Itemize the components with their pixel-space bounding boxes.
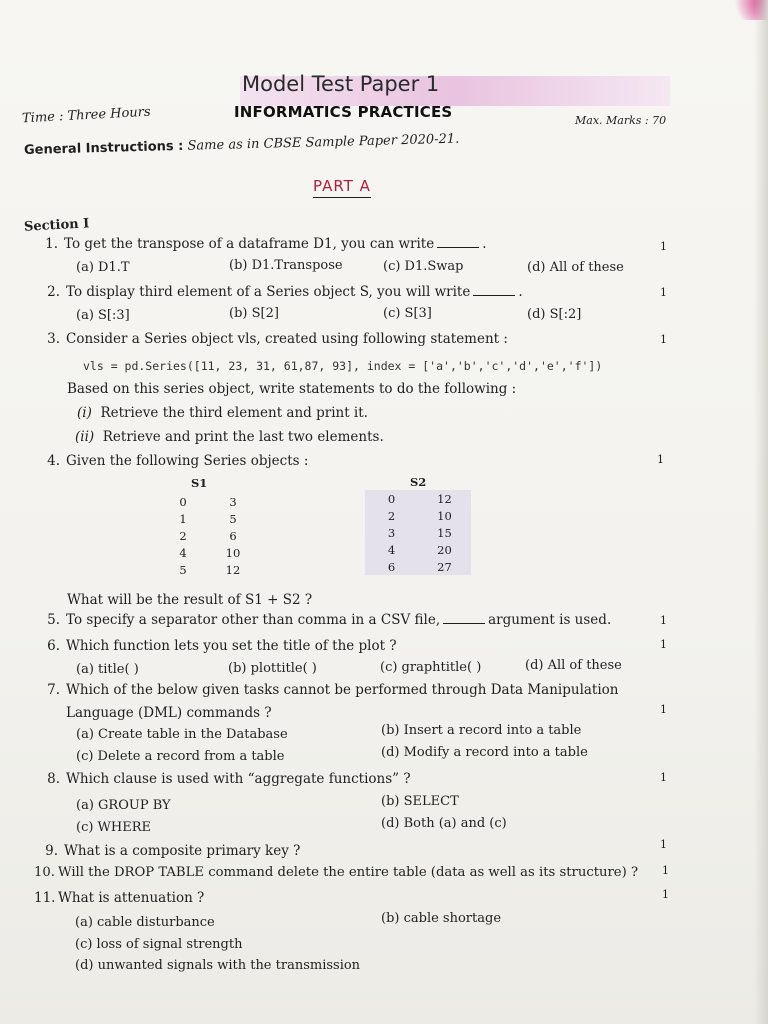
q7-option-a: (a) Create table in the Database xyxy=(76,727,288,742)
question-text: Which clause is used with “aggregate functions” ? xyxy=(66,771,411,787)
instructions-label: General Instructions : xyxy=(23,138,184,158)
question-9 xyxy=(40,843,300,859)
series-row xyxy=(365,507,471,524)
q2-option-a: (a) S[:3] xyxy=(76,308,130,323)
sub-label: (i) xyxy=(77,405,92,421)
answer-blank xyxy=(437,247,479,248)
series-index: 4 xyxy=(179,545,187,560)
series-value: 10 xyxy=(225,545,241,560)
q6-option-a: (a) title( ) xyxy=(76,662,139,677)
series-row xyxy=(365,541,471,558)
series-row xyxy=(365,524,471,541)
question-8-marks: 1 xyxy=(660,771,667,784)
answer-blank xyxy=(443,623,485,624)
series-index: 4 xyxy=(387,542,396,557)
question-9-marks: 1 xyxy=(660,838,667,851)
code-statement: vls = pd.Series([11, 23, 31, 61,87, 93], index = ['a','b','c','d','e','f']) xyxy=(83,359,603,373)
q6-option-c: (c) graphtitle( ) xyxy=(380,660,482,675)
question-8 xyxy=(42,771,411,787)
series-row xyxy=(158,561,258,578)
question-7 xyxy=(42,682,619,698)
question-1 xyxy=(40,236,487,252)
question-6-marks: 1 xyxy=(660,638,667,651)
q2-option-c: (c) S[3] xyxy=(383,306,432,321)
question-number: 7. xyxy=(47,682,60,698)
question-end: . xyxy=(518,284,523,300)
q3-sub-2 xyxy=(75,429,384,445)
question-2-marks: 1 xyxy=(660,286,667,299)
series-row xyxy=(158,527,258,544)
subject-heading: INFORMATICS PRACTICES xyxy=(234,103,453,121)
question-number: 8. xyxy=(47,771,60,787)
question-2 xyxy=(42,284,523,300)
q6-option-d: (d) All of these xyxy=(525,658,622,673)
question-text: What is a composite primary key ? xyxy=(64,843,301,859)
series-value: 5 xyxy=(229,511,237,526)
series-value: 6 xyxy=(229,528,237,543)
q1-option-b: (b) D1.Transpose xyxy=(229,258,343,273)
series-index: 0 xyxy=(387,491,396,506)
q11-option-b: (b) cable shortage xyxy=(381,911,502,926)
series-row xyxy=(158,544,258,561)
question-number: 6. xyxy=(47,638,60,654)
question-text: Which function lets you set the title of the plot ? xyxy=(66,638,397,654)
s1-label: S1 xyxy=(191,476,208,490)
question-11-marks: 1 xyxy=(662,888,669,901)
instructions-text: Same as in CBSE Sample Paper 2020-21. xyxy=(187,131,460,154)
q7-option-c: (c) Delete a record from a table xyxy=(76,749,285,764)
question-text: Will the DROP TABLE command delete the entire table (data as well as its structure) ? xyxy=(58,865,639,880)
question-5 xyxy=(42,612,611,628)
series-index: 3 xyxy=(387,525,396,540)
s2-label: S2 xyxy=(410,475,427,489)
q7-option-b: (b) Insert a record into a table xyxy=(381,723,582,738)
question-text: To display third element of a Series object S, you will write xyxy=(66,284,471,300)
question-text: Which of the below given tasks cannot be performed through Data Manipulation xyxy=(66,682,619,698)
question-number: 10. xyxy=(34,865,55,880)
part-heading: PART A xyxy=(313,177,371,198)
q8-option-b: (b) SELECT xyxy=(381,794,459,809)
series-index: 0 xyxy=(179,494,187,509)
question-end: argument is used. xyxy=(488,612,612,628)
question-10-marks: 1 xyxy=(662,864,669,877)
q11-option-c: (c) loss of signal strength xyxy=(75,937,243,952)
question-5-marks: 1 xyxy=(660,614,667,627)
question-text: What is attenuation ? xyxy=(58,890,205,906)
time-allowed: Time : Three Hours xyxy=(21,104,152,127)
series-value: 3 xyxy=(229,494,237,509)
question-4 xyxy=(42,453,308,469)
q1-option-c: (c) D1.Swap xyxy=(383,259,464,274)
question-number: 11. xyxy=(34,890,56,906)
answer-blank xyxy=(473,295,515,296)
q3-lead-text: Based on this series object, write statements to do the following : xyxy=(67,381,517,397)
series-index: 6 xyxy=(387,559,396,574)
q4-after-text: What will be the result of S1 + S2 ? xyxy=(67,592,313,608)
q8-option-d: (d) Both (a) and (c) xyxy=(381,816,507,831)
series-index: 2 xyxy=(387,508,396,523)
q8-option-c: (c) WHERE xyxy=(76,820,152,835)
question-number: 3. xyxy=(47,331,60,347)
question-7-marks: 1 xyxy=(660,703,667,716)
sub-label: (ii) xyxy=(75,429,95,445)
series-index: 1 xyxy=(179,511,187,526)
q1-option-d: (d) All of these xyxy=(527,260,624,275)
series-value: 12 xyxy=(225,562,241,577)
series-row xyxy=(365,490,471,507)
max-marks: Max. Marks : 70 xyxy=(575,114,667,127)
series-value: 15 xyxy=(437,525,452,540)
q11-option-d: (d) unwanted signals with the transmission xyxy=(75,958,361,973)
question-3-marks: 1 xyxy=(660,333,667,346)
series-value: 27 xyxy=(437,559,452,574)
sub-text: Retrieve the third element and print it. xyxy=(100,405,368,421)
question-number: 2. xyxy=(47,284,60,300)
sub-text: Retrieve and print the last two elements. xyxy=(102,429,384,445)
series-row xyxy=(158,510,258,527)
question-3 xyxy=(42,331,508,347)
series-value: 20 xyxy=(437,542,452,557)
page-edge-shadow xyxy=(754,0,768,1024)
series-index: 5 xyxy=(179,562,187,577)
question-10 xyxy=(34,865,638,880)
paper-title: Model Test Paper 1 xyxy=(242,72,440,96)
question-text: To specify a separator other than comma in a CSV file, xyxy=(66,612,441,628)
question-number: 5. xyxy=(47,612,60,628)
q1-option-a: (a) D1.T xyxy=(76,260,130,275)
series-s2-table xyxy=(365,490,471,575)
question-number: 1. xyxy=(45,236,58,252)
q2-option-d: (d) S[:2] xyxy=(527,307,582,322)
series-value: 12 xyxy=(437,491,452,506)
question-6 xyxy=(42,638,397,654)
question-4-marks: 1 xyxy=(657,453,664,466)
general-instructions xyxy=(24,132,460,158)
q2-option-b: (b) S[2] xyxy=(229,306,279,321)
q7-option-d: (d) Modify a record into a table xyxy=(381,745,588,760)
series-value: 10 xyxy=(437,508,452,523)
series-row xyxy=(365,558,471,575)
question-1-marks: 1 xyxy=(660,240,667,253)
q8-option-a: (a) GROUP BY xyxy=(76,798,171,813)
q6-option-b: (b) plottitle( ) xyxy=(228,661,317,676)
question-number: 4. xyxy=(47,453,60,469)
question-text: Consider a Series object vls, created using following statement : xyxy=(66,331,508,347)
series-index: 2 xyxy=(179,528,187,543)
question-11 xyxy=(34,890,204,906)
series-row xyxy=(158,493,258,510)
question-number: 9. xyxy=(45,843,58,859)
q11-option-a: (a) cable disturbance xyxy=(75,915,215,930)
section-heading: Section I xyxy=(23,216,90,235)
q3-sub-1 xyxy=(77,405,368,421)
question-7-cont: Language (DML) commands ? xyxy=(66,705,272,721)
question-end: . xyxy=(482,236,487,252)
question-text: To get the transpose of a dataframe D1, you can write xyxy=(64,236,435,252)
series-s1-table xyxy=(158,493,258,578)
question-text: Given the following Series objects : xyxy=(66,453,309,469)
